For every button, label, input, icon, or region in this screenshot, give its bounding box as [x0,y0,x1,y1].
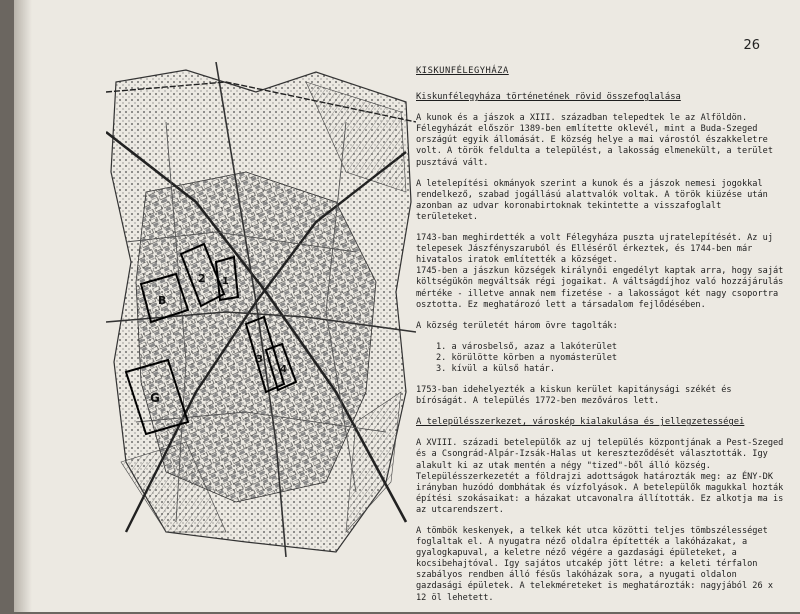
list-item: 2. körülötte körben a nyomásterület [436,352,618,363]
document-title: KISKUNFÉLEGYHÁZA [416,66,509,76]
page-number: 26 [743,38,760,53]
paragraph: A XVIII. századi betelepülők az uj település központjának a Pest-Szeged és a Csongrád-Alpár-Izsák-Halas ut kereszteződését választották. Igy alakult ki az utak mentén a négy "tized"-ből álló község. Településszerkezetét a földrajzi adottságok határozták meg: az ÉNY-DK irányban huzódó dombhátak és vízfolyások. A betelepülők magukkal hozták építési szokásaikat: a házakat utcavonalra állították. Ez alkotja ma is az utcarendszert. [416,438,784,515]
paragraph: 1745-ben a jászkun községek királynői engedélyt kaptak arra, hogy saját költségükön megváltsák régi jogaikat. A váltságdíjhoz való hozzájárulás mértéke - illetve annak nem fizetése - a lakosságot két nagy csoportra osztotta. Ez meghatározó lett a társadalom fejlődésében. [416,266,784,310]
list-item: 1. a városbelső, azaz a lakóterület [436,341,618,352]
map-block-label: G [150,391,160,405]
map-block-label: 1 [222,276,229,287]
map-block-label: 2 [198,272,206,285]
paragraph: A kunok és a jászok a XIII. században telepedtek le az Alföldön. Félegyházát először 1389-ben említette oklevél, mint a Buda-Szeged országút egyik állomását. E község helye a mai várostól északkeletre volt. A török feldulta a települést, a lakosság elmenekült, a terület pusztává vált. [416,113,773,168]
paragraph: A tömbök keskenyek, a telkek két utca közötti teljes tömbszélességet foglaltak el. A nyugatra néző oldalra építették a lakóházakat, a gyalogkapuval, a keletre néző végére a gazdasági épületeket, a kocsibehajtóval. Igy sajátos utcakép jött létre: a keleti térfalon szabályos rendben álló fésűs lakóházak sora, a nyugati oldalon gazdasági épületek. A telekméreteket is meghatározták: nagyjából 26 x 12 öl lehetett. [416,526,773,603]
paragraph: A letelepítési okmányok szerint a kunok és a jászok nemesi jogokkal rendelkező, szabad jogállású alattvalók voltak. A török kiüzése után azonban az udvar koronabirtoknak tekintette a visszafoglalt területeket. [416,178,768,222]
zone-list [436,342,786,375]
book-page [14,0,800,612]
map-block-label: B [158,294,167,307]
list-item: 3. kívül a külső határ. [436,363,555,374]
paragraph: 1743-ban meghirdették a volt Félegyháza puszta ujratelepítését. Az uj telepesek Jászfényszaruból és Elléséről érkeztek, és 1744-ben már hivatalos iratok említették a községet. [416,233,773,266]
town-map [106,62,416,557]
town-map-drawing [106,62,416,557]
map-block-label: 4 [280,364,287,375]
paragraph: 1753-ban idehelyezték a kiskun kerület kapitánysági székét és bíróságát. A település 1772-ben mezőváros lett. [416,385,732,407]
section-heading-history: Kiskunfélegyháza történetének rövid összefoglalása [416,92,681,103]
paragraph: A község területét három övre tagolták: [416,320,618,331]
article-text [416,66,786,614]
section-heading-structure: A településszerkezet, városkép kialakulása és jellegzetességei [416,417,745,428]
map-block-label: 3 [256,354,263,365]
